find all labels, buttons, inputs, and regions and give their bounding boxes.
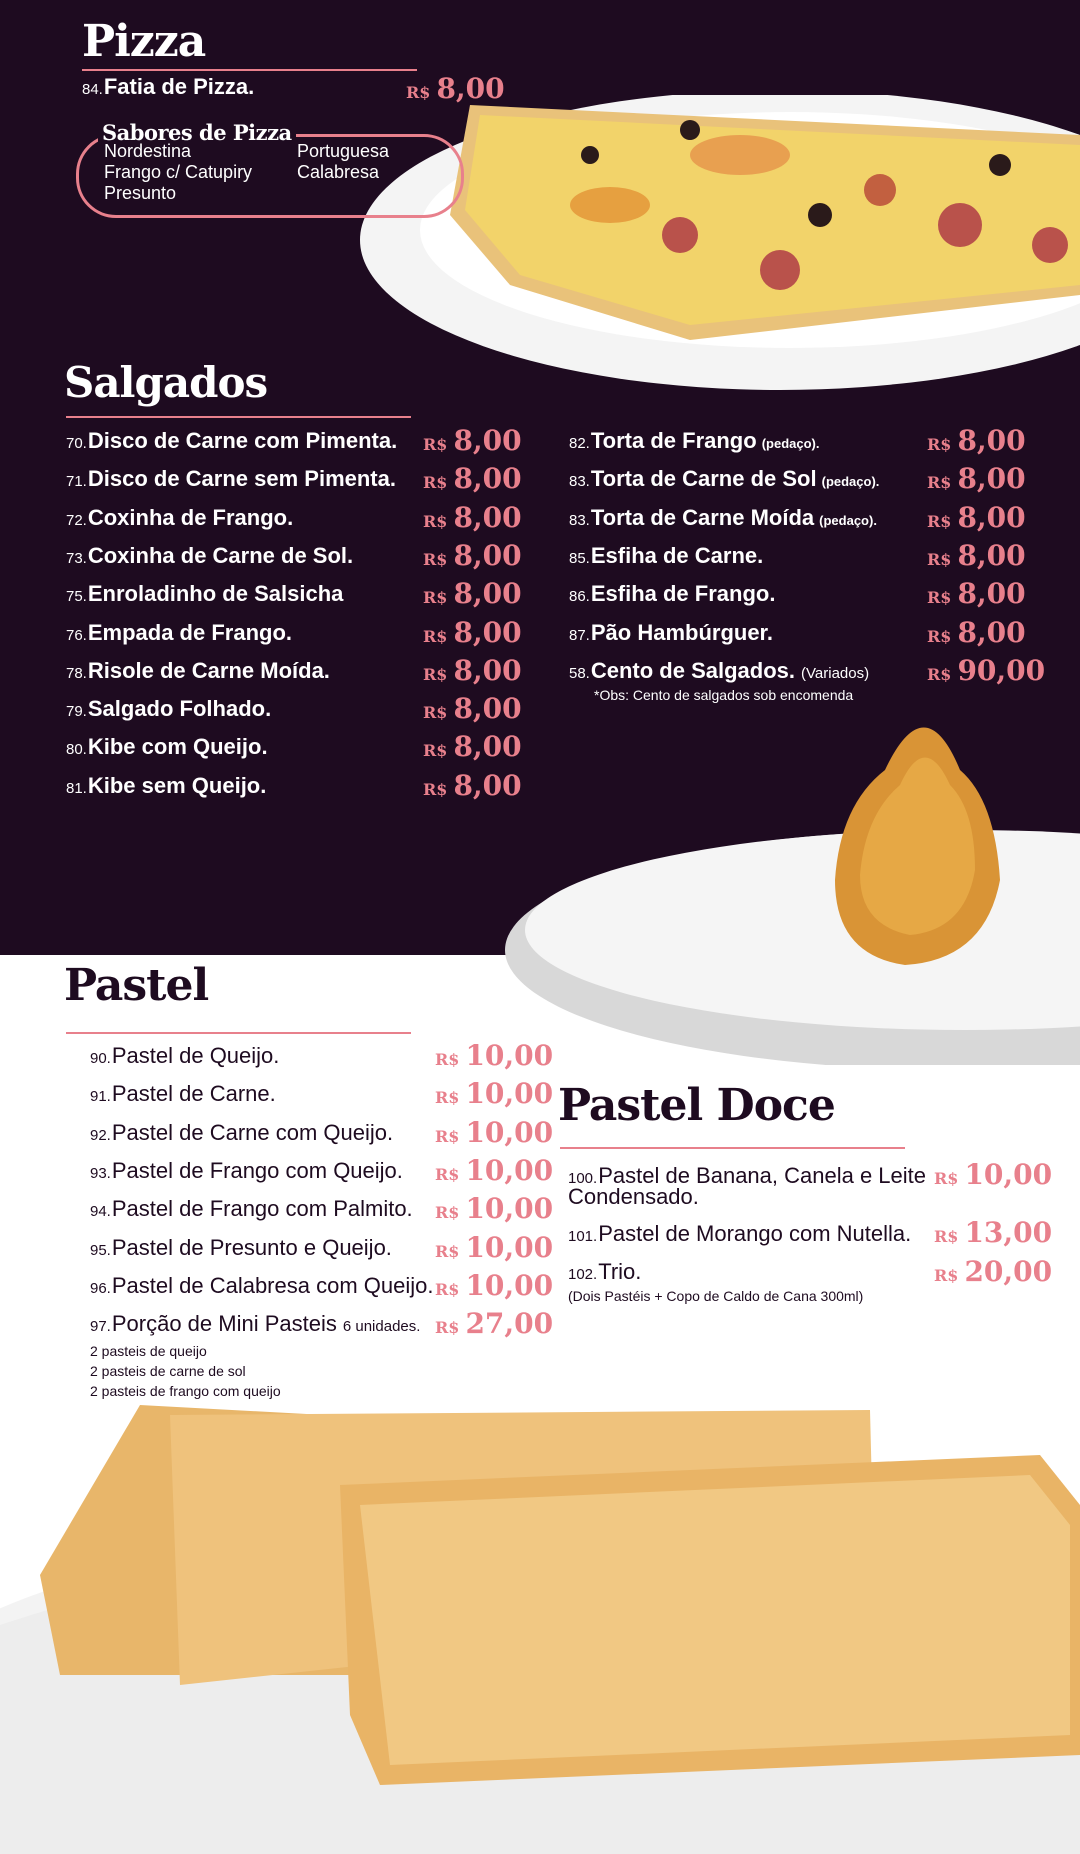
item-number: 84. (82, 81, 103, 98)
pastel-doce-price (934, 1216, 1052, 1249)
price-value: 27,00 (465, 1307, 554, 1341)
pastel-price (435, 1269, 553, 1302)
pastel-price (435, 1154, 553, 1187)
salgado-row (66, 428, 397, 464)
item-name: Porção de Mini Pasteis (111, 1311, 337, 1337)
pastel-row (90, 1120, 393, 1156)
currency: R$ (435, 1318, 460, 1338)
price-value: 10,00 (465, 1230, 554, 1264)
pastel-doce-price (934, 1158, 1052, 1191)
flavor-item: Portuguesa (297, 141, 390, 161)
flavor-item: Nordestina (104, 141, 192, 161)
flavor-item: Calabresa (297, 162, 380, 182)
item-name: Salgado Folhado. (87, 696, 272, 722)
price-value: 8,00 (957, 615, 1026, 649)
currency: R$ (927, 588, 952, 608)
pastel-row (90, 1235, 392, 1271)
salgado-price (927, 654, 1045, 687)
currency: R$ (435, 1088, 460, 1108)
salgado-row (66, 734, 268, 770)
salgado-row (66, 466, 396, 502)
item-name: Pastel de Carne. (111, 1081, 276, 1107)
price-value: 8,00 (957, 577, 1026, 611)
pizza-flavors-col2 (297, 141, 389, 183)
mini-pasteis-details (90, 1341, 281, 1401)
salgado-price (423, 424, 522, 457)
salgados-title: Salgados (64, 358, 268, 407)
trio-note: (Dois Pastéis + Copo de Caldo de Cana 300ml) (568, 1288, 864, 1304)
price-value: 8,00 (453, 768, 522, 802)
price-value: 10,00 (964, 1158, 1053, 1191)
price-value: 20,00 (964, 1255, 1053, 1288)
item-note: (pedaço). (819, 512, 877, 528)
salgado-price (423, 462, 522, 495)
salgado-row (66, 773, 266, 809)
salgado-row (66, 696, 271, 732)
currency: R$ (435, 1164, 460, 1184)
price-value: 10,00 (465, 1192, 554, 1226)
item-number: 72. (66, 511, 87, 529)
flavor-item: Presunto (104, 183, 177, 203)
pizza-title-rule (82, 69, 417, 71)
item-number: 83. (569, 511, 590, 529)
currency: R$ (435, 1126, 460, 1146)
item-name: Pastel de Frango com Palmito. (111, 1196, 413, 1222)
item-name: Pastel de Presunto e Queijo. (111, 1234, 392, 1260)
pastel-price (435, 1039, 553, 1072)
price-value: 90,00 (957, 653, 1046, 687)
item-name: Esfiha de Carne. (590, 542, 764, 568)
item-number: 90. (90, 1050, 111, 1067)
currency: R$ (423, 435, 448, 454)
pizza-item-row (82, 74, 254, 110)
item-name: Kibe com Queijo. (87, 734, 268, 760)
salgados-title-rule (66, 416, 411, 418)
pastel-doce-row (568, 1221, 911, 1257)
salgado-row (66, 505, 293, 541)
price-value: 8,00 (957, 500, 1026, 534)
price-value: 8,00 (453, 615, 522, 649)
pastel-row (90, 1043, 279, 1079)
price-value: 10,00 (465, 1115, 554, 1149)
item-name: Kibe sem Queijo. (87, 772, 267, 798)
pastel-price (435, 1231, 553, 1264)
salgado-row (569, 466, 879, 502)
item-number: 78. (66, 664, 87, 682)
pastel-price (435, 1192, 553, 1225)
pizza-photo (360, 95, 1080, 405)
price-value: 8,00 (453, 538, 522, 572)
currency: R$ (435, 1279, 460, 1299)
item-name: Cento de Salgados. (590, 657, 796, 683)
item-number: 70. (66, 435, 87, 452)
price-value: 8,00 (453, 424, 522, 457)
item-name: Coxinha de Frango. (87, 504, 294, 530)
pizza-item-price (406, 72, 505, 105)
item-number: 58. (569, 664, 590, 682)
salgados-obs: *Obs: Cento de salgados sob encomenda (594, 687, 854, 703)
flavor-item: Frango c/ Catupiry (104, 162, 253, 182)
salgado-price (927, 501, 1026, 534)
salgado-price (423, 501, 522, 534)
pastel-doce-price (934, 1255, 1052, 1288)
currency: R$ (927, 473, 952, 493)
item-number: 85. (569, 549, 590, 567)
pastel-title: Pastel (64, 960, 209, 1011)
pastel-row (90, 1158, 403, 1194)
currency: R$ (423, 741, 448, 761)
detail-line: 2 pasteis de frango com queijo (90, 1383, 281, 1399)
item-name: Pastel de Queijo. (111, 1043, 280, 1068)
currency: R$ (927, 664, 952, 684)
currency: R$ (423, 664, 448, 684)
pastel-title-rule (66, 1032, 411, 1034)
item-number: 91. (90, 1088, 111, 1106)
price-value: 8,00 (957, 538, 1026, 572)
item-note: (pedaço). (761, 436, 820, 451)
item-name: Risole de Carne Moída. (87, 657, 330, 683)
pastel-row (90, 1273, 433, 1309)
item-name: Pastel de Frango com Queijo. (111, 1157, 403, 1183)
pastel-price (435, 1307, 553, 1340)
currency: R$ (423, 626, 448, 646)
item-number: 80. (66, 741, 87, 759)
item-number: 102. (568, 1266, 598, 1283)
salgado-row (569, 505, 877, 541)
item-number: 92. (90, 1126, 111, 1144)
salgado-row (569, 543, 763, 579)
price-value: 8,00 (453, 653, 522, 687)
item-number: 75. (66, 588, 87, 606)
item-name: Disco de Carne sem Pimenta. (87, 466, 396, 492)
item-name: Esfiha de Frango. (590, 581, 776, 607)
item-note: 6 unidades. (342, 1318, 421, 1336)
item-name: Disco de Carne com Pimenta. (87, 428, 398, 453)
salgado-row (569, 581, 775, 617)
item-name: Enroladinho de Salsicha (87, 581, 344, 607)
currency: R$ (927, 511, 952, 531)
currency: R$ (927, 626, 952, 646)
currency: R$ (423, 511, 448, 531)
item-number: 83. (569, 473, 590, 491)
price-value: 8,00 (436, 72, 505, 105)
item-number: 81. (66, 779, 87, 797)
item-name: Coxinha de Carne de Sol. (87, 542, 354, 568)
item-name: Pão Hambúrguer. (590, 619, 774, 645)
item-number: 97. (90, 1318, 111, 1336)
price-value: 10,00 (465, 1039, 554, 1072)
pasteis-photo (0, 1395, 1080, 1854)
salgado-price (423, 539, 522, 572)
item-number: 76. (66, 626, 87, 644)
currency: R$ (423, 549, 448, 569)
price-value: 8,00 (453, 462, 522, 496)
item-name: Torta de Carne Moída (590, 504, 815, 530)
pastel-price (435, 1077, 553, 1110)
item-name-continued: Condensado. (568, 1184, 699, 1209)
salgado-price (423, 730, 522, 763)
item-number: 73. (66, 549, 87, 567)
pastel-doce-title: Pastel Doce (558, 1080, 835, 1131)
salgado-price (423, 654, 522, 687)
item-number: 94. (90, 1203, 111, 1221)
salgado-price (423, 616, 522, 649)
pastel-price (435, 1116, 553, 1149)
price-value: 8,00 (957, 424, 1026, 457)
item-name: Pastel de Banana, Canela e Leite (598, 1163, 927, 1188)
currency: R$ (934, 1227, 959, 1246)
price-value: 8,00 (453, 500, 522, 534)
salgado-price (927, 577, 1026, 610)
item-number: 101. (568, 1228, 598, 1245)
salgado-price (927, 424, 1026, 457)
price-value: 10,00 (465, 1268, 554, 1302)
currency: R$ (934, 1266, 959, 1285)
currency: R$ (927, 549, 952, 569)
currency: R$ (934, 1169, 959, 1188)
item-name: Pastel de Carne com Queijo. (111, 1119, 394, 1145)
currency: R$ (423, 703, 448, 723)
salgado-price (423, 769, 522, 802)
currency: R$ (435, 1203, 460, 1223)
item-name: Torta de Carne de Sol (590, 466, 817, 492)
pizza-flavors-col1 (104, 141, 252, 204)
item-name: Pastel de Calabresa com Queijo. (111, 1272, 434, 1298)
currency: R$ (423, 473, 448, 493)
item-number: 95. (90, 1241, 111, 1259)
item-number: 93. (90, 1164, 111, 1182)
item-note: (pedaço). (821, 474, 880, 490)
salgado-price (927, 462, 1026, 495)
price-value: 10,00 (465, 1077, 554, 1111)
currency: R$ (435, 1050, 460, 1069)
price-value: 8,00 (453, 577, 522, 611)
item-number: 86. (569, 588, 590, 606)
item-name: Fatia de Pizza. (103, 74, 255, 99)
salgado-price (927, 616, 1026, 649)
pastel-row (90, 1196, 413, 1232)
salgado-price (927, 539, 1026, 572)
price-value: 8,00 (453, 730, 522, 764)
price-value: 8,00 (453, 692, 522, 726)
item-number: 79. (66, 703, 87, 721)
currency: R$ (927, 435, 952, 454)
item-number: 100. (568, 1170, 598, 1187)
price-value: 10,00 (465, 1153, 554, 1187)
item-number: 87. (569, 626, 590, 644)
price-value: 13,00 (964, 1216, 1053, 1249)
item-note: (Variados) (801, 664, 870, 682)
price-value: 8,00 (957, 462, 1026, 496)
salgado-row (66, 658, 330, 694)
currency: R$ (406, 83, 431, 102)
currency: R$ (423, 588, 448, 608)
pizza-title: Pizza (82, 16, 206, 67)
item-number: 71. (66, 473, 87, 491)
salgado-price (423, 577, 522, 610)
item-name: Trio. (598, 1259, 642, 1284)
salgado-row (569, 620, 773, 656)
pizza-flavors-title: Sabores de Pizza (98, 120, 296, 145)
detail-line: 2 pasteis de queijo (90, 1343, 207, 1359)
currency: R$ (423, 779, 448, 799)
item-name: Empada de Frango. (87, 619, 293, 645)
salgado-row (66, 543, 353, 579)
salgado-row (569, 428, 819, 464)
salgado-row (66, 620, 292, 656)
pastel-doce-title-rule (560, 1147, 905, 1149)
item-number: 96. (90, 1279, 111, 1297)
detail-line: 2 pasteis de carne de sol (90, 1363, 246, 1379)
currency: R$ (435, 1241, 460, 1261)
salgado-row (66, 581, 343, 617)
salgado-price (423, 692, 522, 725)
item-name: Pastel de Morango com Nutella. (598, 1221, 912, 1246)
coxinha-photo (505, 690, 1080, 1065)
pastel-row (90, 1081, 276, 1117)
item-number: 82. (569, 435, 590, 452)
item-name: Torta de Frango (590, 428, 757, 453)
